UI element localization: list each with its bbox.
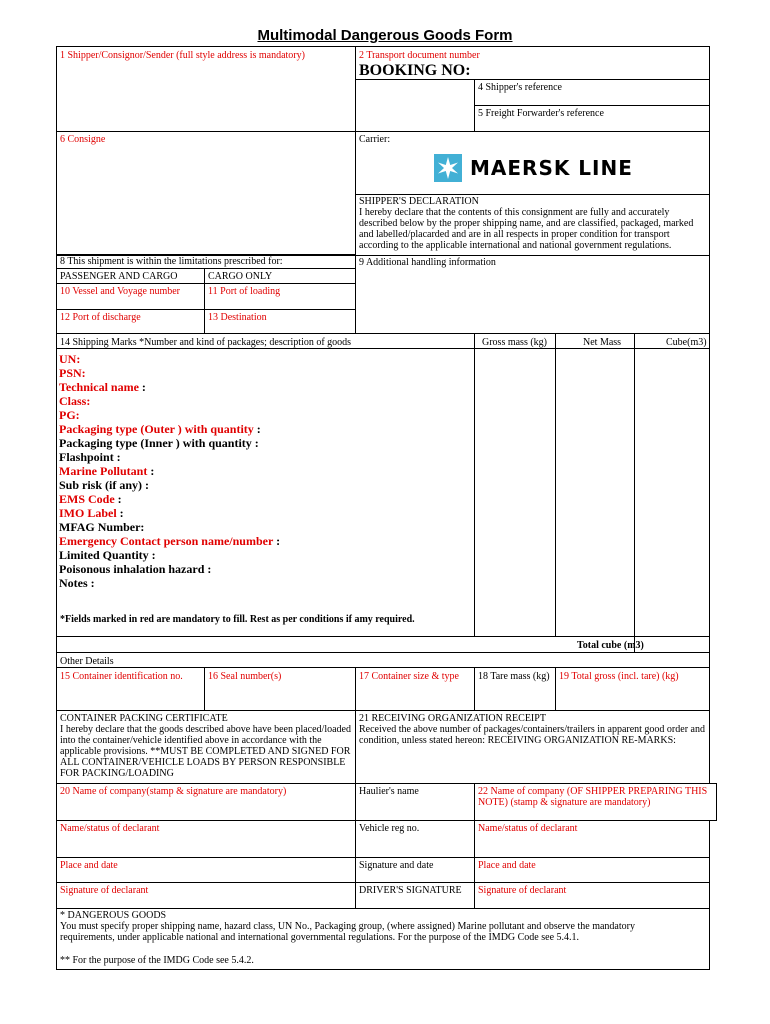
limitations-label: 8 This shipment is within the limitations prescribed for:: [60, 256, 283, 267]
box-shipper-ref-left[interactable]: [355, 79, 475, 132]
receiving-receipt-title: 21 RECEIVING ORGANIZATION RECEIPT: [359, 713, 546, 724]
hazard-field: [59, 492, 280, 506]
box-consignee-label: 6 Consigne: [60, 134, 106, 145]
signature-date-label: Signature and date: [359, 860, 434, 871]
carrier-label: Carrier:: [359, 134, 391, 145]
hazard-field-label: IMO Label: [59, 506, 117, 520]
box-consignee[interactable]: [56, 131, 356, 255]
place-date-right-label: Place and date: [478, 860, 536, 871]
hazard-field-label: Packaging type (Inner ) with quantity :: [59, 436, 259, 450]
hazard-field-label: PSN:: [59, 366, 86, 380]
gross-mass-cell[interactable]: [474, 348, 556, 637]
vehicle-reg-label: Vehicle reg no.: [359, 823, 420, 834]
dg-note-line3: ** For the purpose of the IMDG Code see 5.4.2.: [60, 955, 254, 966]
signature-declarant-right-label: Signature of declarant: [478, 885, 567, 896]
hazard-field-suffix: :: [116, 506, 124, 520]
net-mass-cell[interactable]: [555, 348, 635, 637]
box-shipper-label: 1 Shipper/Consignor/Sender (full style address is mandatory): [60, 50, 305, 61]
company-22-label: 22 Name of company (OF SHIPPER PREPARING THIS NOTE) (stamp & signature are mandatory): [478, 786, 708, 808]
hazard-field: [59, 422, 280, 436]
hazard-field: [59, 366, 280, 380]
destination-label: 13 Destination: [208, 312, 267, 323]
total-gross-label: 19 Total gross (incl. tare) (kg): [559, 671, 679, 682]
receiving-receipt-text: Received the above number of packages/containers/trailers in apparent good order and condition, unless stated hereon: RECEIVING ORGANIZATION RE-MARKS:: [359, 724, 705, 746]
port-loading-label: 11 Port of loading: [208, 286, 281, 297]
box-shipper-ref-label: 4 Shipper's reference: [478, 82, 562, 93]
company-20-label: 20 Name of company(stamp & signature are mandatory): [60, 786, 287, 797]
port-discharge-label: 12 Port of discharge: [60, 312, 141, 323]
passenger-cargo-label: PASSENGER AND CARGO: [60, 271, 178, 282]
hazard-field: [59, 548, 280, 562]
hazard-field-suffix: :: [138, 380, 146, 394]
name-status-right-label: Name/status of declarant: [478, 823, 578, 834]
gross-mass-label: Gross mass (kg): [482, 337, 547, 348]
dg-note-line1: * DANGEROUS GOODS: [60, 910, 167, 921]
box-transport-doc-label: 2 Transport document number: [359, 50, 480, 61]
declaration-text: I hereby declare that the contents of this consignment are fully and accurately described below by the proper shipping name, and are classified, packaged, marked and labelled/placarded and are in all respects in proper condition for transport according to the applicable international and national government regulations.: [359, 207, 694, 251]
hazard-field-label: Flashpoint :: [59, 450, 121, 464]
hazard-field: [59, 394, 280, 408]
hazard-field-label: Emergency Contact person name/number: [59, 534, 274, 548]
total-cube-label: Total cube (m3): [577, 640, 644, 651]
maersk-logo: [434, 154, 634, 189]
place-date-left-label: Place and date: [60, 860, 118, 871]
mandatory-note: *Fields marked in red are mandatory to fill. Rest as per conditions if amy required.: [60, 614, 415, 625]
hazard-field-label: Limited Quantity :: [59, 548, 156, 562]
total-cube-cell[interactable]: [634, 636, 710, 653]
hazard-field-label: Notes :: [59, 576, 95, 590]
hazard-field: [59, 562, 280, 576]
hazard-field-list: [59, 352, 280, 590]
hazard-field-suffix: :: [253, 422, 261, 436]
hazard-field-suffix: :: [147, 464, 155, 478]
signature-declarant-left-label: Signature of declarant: [60, 885, 149, 896]
hazard-field-label: EMS Code: [59, 492, 115, 506]
maersk-logo-text: MAERSK LINE: [470, 156, 633, 180]
hazard-field-label: PG:: [59, 408, 80, 422]
hazard-field: [59, 464, 280, 478]
hazard-field: [59, 478, 280, 492]
hazard-field-label: Sub risk (if any) :: [59, 478, 150, 492]
hazard-field: [59, 436, 280, 450]
hazard-field-label: MFAG Number:: [59, 520, 145, 534]
hazard-field: [59, 534, 280, 548]
additional-handling-label: 9 Additional handling information: [359, 257, 496, 268]
cube-label: Cube(m3): [666, 337, 707, 348]
other-details-row: [56, 652, 710, 668]
hazard-field-label: Marine Pollutant: [59, 464, 148, 478]
hazard-field: [59, 520, 280, 534]
tare-mass-label: 18 Tare mass (kg): [478, 671, 550, 682]
drivers-signature-label: DRIVER'S SIGNATURE: [359, 885, 462, 896]
hazard-field-label: Packaging type (Outer ) with quantity: [59, 422, 254, 436]
hazard-field: [59, 506, 280, 520]
cube-cell[interactable]: [634, 348, 710, 637]
hazard-field-suffix: :: [114, 492, 122, 506]
hazard-field-suffix: :: [273, 534, 281, 548]
shipping-marks-label: 14 Shipping Marks *Number and kind of packages; description of goods: [60, 337, 352, 348]
hazard-field-label: UN:: [59, 352, 81, 366]
vessel-voyage-label: 10 Vessel and Voyage number: [60, 286, 180, 297]
name-status-left-label: Name/status of declarant: [60, 823, 160, 834]
form-title: Multimodal Dangerous Goods Form: [257, 27, 513, 44]
hazard-field-label: Poisonous inhalation hazard :: [59, 562, 212, 576]
hazard-field-label: Technical name: [59, 380, 139, 394]
container-size-label: 17 Container size & type: [359, 671, 459, 682]
cargo-only-label: CARGO ONLY: [208, 271, 273, 282]
hazard-field: [59, 380, 280, 394]
booking-no: BOOKING NO:: [359, 62, 471, 79]
other-details-label: Other Details: [60, 656, 114, 667]
hazard-field: [59, 408, 280, 422]
hazard-field: [59, 352, 280, 366]
seal-numbers-label: 16 Seal number(s): [208, 671, 282, 682]
declaration-title: SHIPPER'S DECLARATION: [359, 196, 479, 207]
hazard-field: [59, 576, 280, 590]
hazard-field: [59, 450, 280, 464]
net-mass-label: Net Mass: [583, 337, 622, 348]
hauliers-name-label: Haulier's name: [359, 786, 419, 797]
hazard-field-label: Class:: [59, 394, 91, 408]
packing-certificate-text: I hereby declare that the goods described above have been placed/loaded into the container/vehicle identified above in accordance with the applicable provisions. **MUST BE COMPLETED AND SIGNED FOR ALL CONTAINER/VEHICLE LOADS BY PERSON RESPONSIBLE FOR PACKING/LOADING: [60, 724, 351, 779]
dg-note-line2: You must specify proper shipping name, hazard class, UN No., Packaging group, (where assigned) Marine pollutant and observe the mandatory requirements, under applicable national and international governmental regulations. For the purpose of the IMDG Code see 5.4.1.: [60, 921, 635, 943]
box-forwarder-ref-label: 5 Freight Forwarder's reference: [478, 108, 604, 119]
container-id-label: 15 Container identification no.: [60, 671, 183, 682]
packing-certificate-title: CONTAINER PACKING CERTIFICATE: [60, 713, 228, 724]
